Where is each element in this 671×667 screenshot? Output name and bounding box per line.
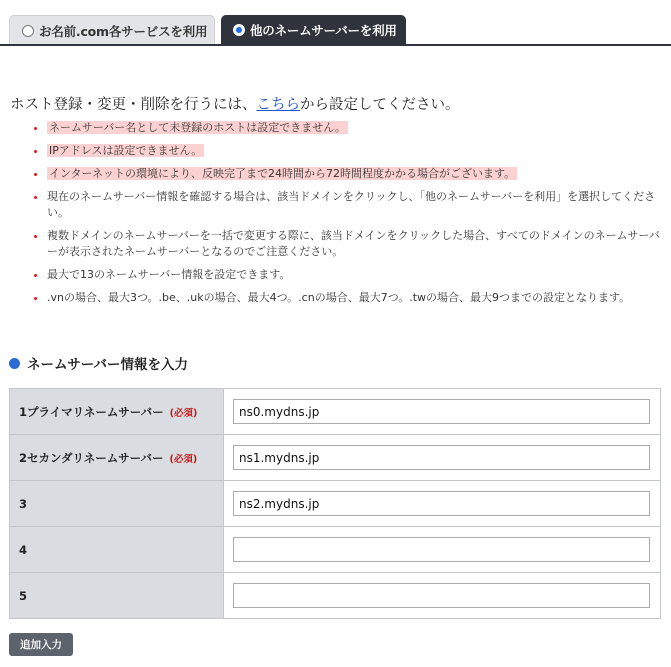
tab-bar — [0, 0, 671, 46]
nameserver-table — [9, 388, 661, 619]
nameserver-3-input[interactable] — [233, 491, 650, 516]
nameserver-1-input[interactable] — [233, 399, 650, 424]
radio-selected-icon[interactable] — [233, 24, 245, 36]
bullet-dot-icon — [9, 358, 20, 369]
tab-divider — [0, 44, 671, 46]
section-title-text: ネームサーバー情報を入力 — [27, 357, 189, 373]
nameserver-5-input[interactable] — [233, 583, 650, 608]
table-row — [10, 527, 661, 573]
list-item: IPアドレスは設定できません。 — [10, 143, 665, 159]
section-title — [9, 353, 188, 373]
tab-label: お名前.com各サービスを利用 — [39, 23, 208, 39]
list-item: 現在のネームサーバー情報を確認する場合は、該当ドメインをクリックし、「他のネームサーバーを利用」を選択してください。 — [10, 189, 665, 221]
list-item: 複数ドメインのネームサーバーを一括で変更する際に、該当ドメインをクリックした場合、すべてのドメインのネームサーバーが表示されたネームサーバーとなるのでご注意ください。 — [10, 228, 665, 260]
label-text: 3 — [19, 496, 28, 511]
label-text: 4 — [19, 542, 28, 557]
label-text: 2セカンダリネームサーバー — [19, 450, 164, 465]
tab-label: 他のネームサーバーを利用 — [250, 23, 397, 38]
table-row — [10, 573, 661, 619]
field-cell — [224, 527, 661, 573]
intro-after: から設定してください。 — [300, 97, 460, 113]
required-badge: (必須) — [169, 453, 198, 465]
nameserver-2-input[interactable] — [233, 445, 650, 470]
nameserver-label — [10, 389, 224, 435]
nameserver-label — [10, 573, 224, 619]
intro-text — [10, 93, 460, 114]
nameserver-label — [10, 481, 224, 527]
radio-unselected-icon[interactable] — [22, 25, 34, 37]
table-row — [10, 481, 661, 527]
list-item: ネームサーバー名として未登録のホストは設定できません。 — [10, 120, 665, 136]
nameserver-4-input[interactable] — [233, 537, 650, 562]
notes-list — [10, 120, 665, 313]
label-text: 1プライマリネームサーバー — [19, 404, 164, 419]
list-item: 最大で13のネームサーバー情報を設定できます。 — [10, 267, 665, 283]
intro-before: ホスト登録・変更・削除を行うには、 — [10, 97, 257, 113]
field-cell — [224, 573, 661, 619]
nameserver-label — [10, 527, 224, 573]
add-input-button[interactable]: 追加入力 — [9, 633, 73, 656]
field-cell — [224, 389, 661, 435]
table-row — [10, 389, 661, 435]
tab-onamae-services[interactable] — [9, 15, 215, 45]
field-cell — [224, 435, 661, 481]
label-text: 5 — [19, 588, 28, 603]
required-badge: (必須) — [169, 407, 198, 419]
host-settings-link[interactable]: こちら — [256, 97, 300, 113]
nameserver-label — [10, 435, 224, 481]
list-item: インターネットの環境により、反映完了まで24時間から72時間程度かかる場合がございます。 — [10, 166, 665, 182]
field-cell — [224, 481, 661, 527]
list-item: .vnの場合、最大3つ。.be、.ukの場合、最大4つ。.cnの場合、最大7つ。.twの場合、最大9つまでの設定となります。 — [10, 290, 665, 306]
tab-other-nameservers[interactable] — [221, 15, 406, 45]
table-row — [10, 435, 661, 481]
